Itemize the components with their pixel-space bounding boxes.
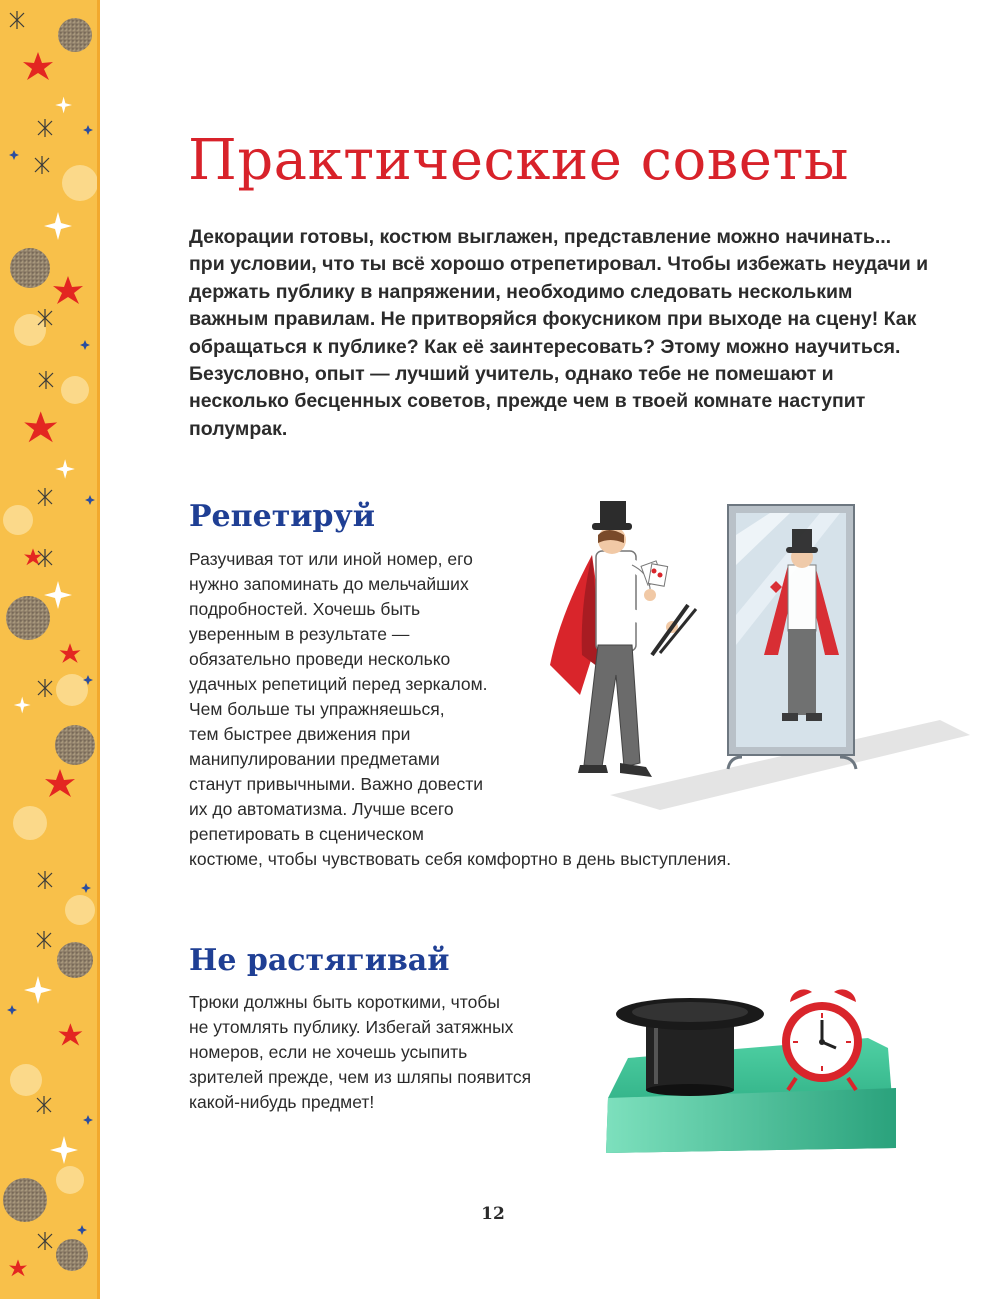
text-line: репетировать в сценическом <box>189 824 424 844</box>
page-number: 12 <box>481 1204 505 1224</box>
stars-pattern <box>0 0 100 1299</box>
decorative-sidebar <box>0 0 100 1299</box>
text-line: их до автоматизма. Лучше всего <box>189 799 454 819</box>
hat-clock-illustration <box>598 988 903 1158</box>
magician-mirror-illustration <box>520 495 970 815</box>
mirror-icon <box>728 505 856 769</box>
text-line: уверенным в результате — <box>189 624 410 644</box>
text-line: зрителей прежде, чем из шляпы появится <box>189 1067 532 1087</box>
text-line: не утомлять публику. Избегай затяжных <box>189 1017 514 1037</box>
section-heading-rehearse: Репетируй <box>189 499 375 534</box>
text-line: какой-нибудь предмет! <box>189 1092 375 1112</box>
dont-stretch-paragraph <box>189 990 531 1115</box>
text-line: костюме, чтобы чувствовать себя комфортно в день выступления. <box>189 849 732 869</box>
magician-figure <box>550 501 696 777</box>
text-line: Трюки должны быть короткими, чтобы <box>189 992 500 1012</box>
text-line: подробностей. Хочешь быть <box>189 599 421 619</box>
page-title: Практические советы <box>188 128 849 193</box>
text-line: станут привычными. Важно довести <box>189 774 484 794</box>
text-line: удачных репетиций перед зеркалом. <box>189 674 488 694</box>
text-line: номеров, если не хочешь усыпить <box>189 1042 468 1062</box>
text-line: тем быстрее движения при <box>189 724 411 744</box>
text-line: обязательно проведи несколько <box>189 649 451 669</box>
text-line: Чем больше ты упражняешься, <box>189 699 445 719</box>
text-line: Разучивая тот или иной номер, его <box>189 549 473 569</box>
text-line: манипулировании предметами <box>189 749 440 769</box>
text-line: нужно запоминать до мельчайших <box>189 574 469 594</box>
intro-paragraph: Декорации готовы, костюм выглажен, представление можно начинать... при условии, что ты всё хорошо отрепетировал. Чтобы избежать неудачи и держать публику в напряжении, необходимо следовать нескольким важным правилам. Не притворяйся фокусником при выходе на сцену! Как обращаться к публике? Как её заинтересовать? Этому можно научиться. Безусловно, опыт — лучший учитель, однако тебе не помешают и несколько бесценных советов, прежде чем в твоей комнате наступит полумрак. <box>189 226 929 440</box>
section-heading-dont-stretch: Не растягивай <box>189 943 450 978</box>
